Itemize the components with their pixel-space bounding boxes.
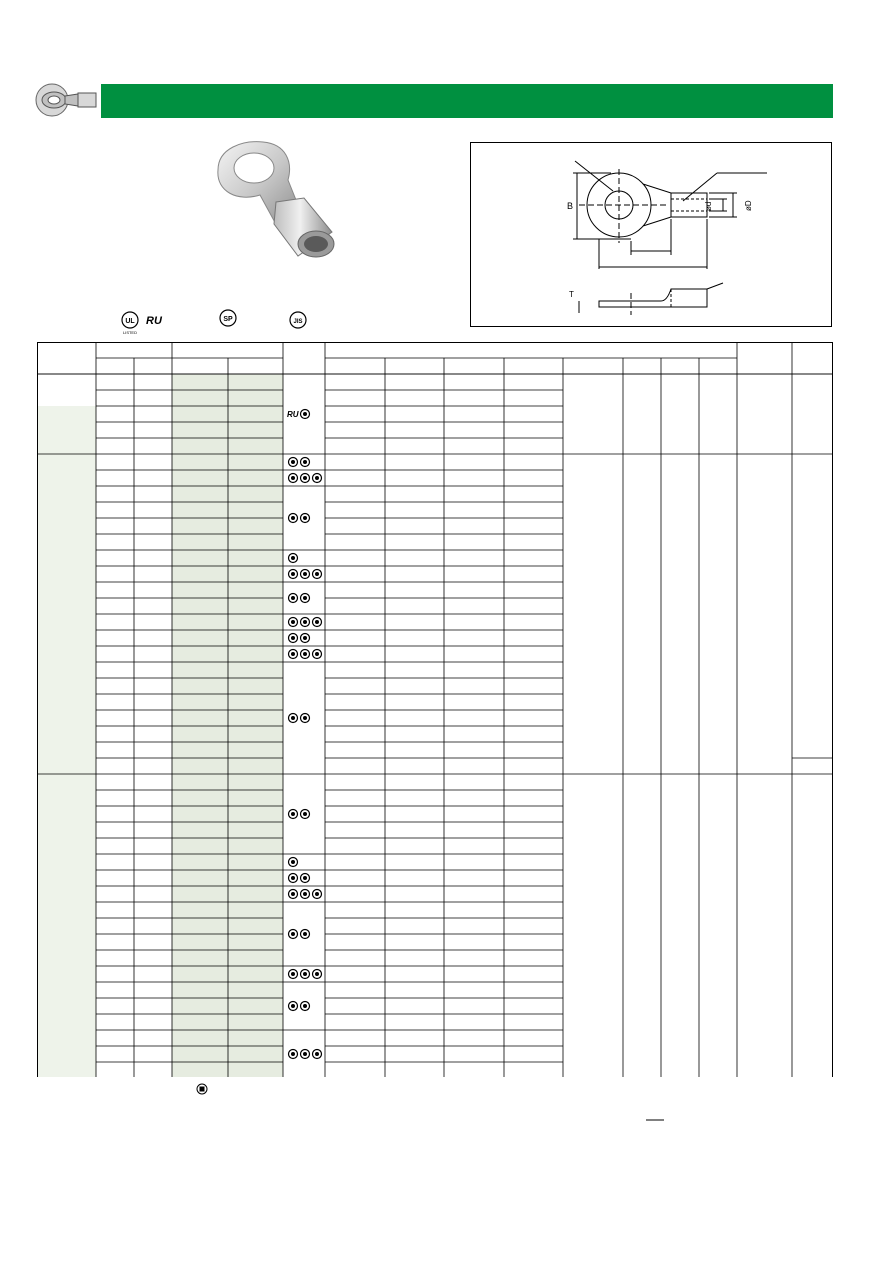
dimension-label-t: T <box>569 290 574 299</box>
mark-center-dot <box>315 572 319 576</box>
mark-center-dot <box>303 620 307 624</box>
mark-center-dot <box>291 1004 295 1008</box>
mark-center-dot <box>303 892 307 896</box>
svg-text:RU: RU <box>146 315 162 327</box>
mark-center-dot <box>291 556 295 560</box>
mark-center-dot <box>303 876 307 880</box>
mark-center-dot <box>303 572 307 576</box>
mark-center-dot <box>303 652 307 656</box>
mark-center-dot <box>291 876 295 880</box>
mark-center-dot <box>315 892 319 896</box>
mark-center-dot <box>291 892 295 896</box>
ring-terminal-icon <box>34 82 98 118</box>
mark-center-dot <box>303 972 307 976</box>
ul-listed-icon <box>122 312 138 335</box>
mark-center-dot <box>303 460 307 464</box>
svg-text:LISTED: LISTED <box>122 330 138 335</box>
mark-center-dot <box>303 636 307 640</box>
svg-text:JIS: JIS <box>293 319 303 325</box>
mark-center-dot <box>303 812 307 816</box>
dimension-diagram <box>470 142 832 327</box>
mark-center-dot <box>291 516 295 520</box>
ur-mark-icon: RU <box>287 410 299 419</box>
dash-mark <box>646 1108 664 1110</box>
mark-center-dot <box>291 860 295 864</box>
group-label-cell <box>37 774 96 1077</box>
mark-center-dot <box>303 1052 307 1056</box>
mark-center-dot <box>291 932 295 936</box>
csa-icon <box>220 310 236 326</box>
section-header-bar <box>101 84 833 118</box>
certification-logos <box>120 308 320 338</box>
svg-text:UL: UL <box>125 318 135 325</box>
mark-center-dot <box>291 972 295 976</box>
svg-text:SP: SP <box>223 316 233 323</box>
shaded-column-band <box>172 374 283 1077</box>
mark-center-dot <box>291 1052 295 1056</box>
jis-footnote-icon <box>196 1082 208 1094</box>
group-label-cell-top <box>37 374 96 406</box>
spec-table <box>37 342 833 1077</box>
mark-center-dot <box>291 620 295 624</box>
mark-center-dot <box>315 652 319 656</box>
dimension-label-d-inner: ød <box>704 201 713 211</box>
mark-center-dot <box>291 460 295 464</box>
mark-center-dot <box>291 476 295 480</box>
mark-center-dot <box>291 596 295 600</box>
mark-center-dot <box>291 716 295 720</box>
ur-recognized-icon <box>146 315 163 327</box>
spec-table-grid <box>37 342 833 1077</box>
mark-center-dot <box>291 652 295 656</box>
mark-center-dot <box>291 636 295 640</box>
mark-center-dot <box>303 412 307 416</box>
mark-center-dot <box>291 812 295 816</box>
mark-center-dot <box>315 620 319 624</box>
mark-center-dot <box>303 716 307 720</box>
jis-icon <box>290 312 306 328</box>
mark-center-dot <box>303 932 307 936</box>
dimension-label-b: B <box>567 201 574 211</box>
mark-center-dot <box>303 476 307 480</box>
mark-center-dot <box>315 1052 319 1056</box>
group-label-cell <box>37 454 96 774</box>
dimension-label-d-outer: øD <box>744 200 753 211</box>
mark-center-dot <box>315 476 319 480</box>
mark-center-dot <box>303 516 307 520</box>
mark-center-dot <box>303 596 307 600</box>
mark-center-dot <box>291 572 295 576</box>
mark-center-dot <box>315 972 319 976</box>
mark-center-dot <box>303 1004 307 1008</box>
ring-terminal-photo <box>208 140 343 260</box>
